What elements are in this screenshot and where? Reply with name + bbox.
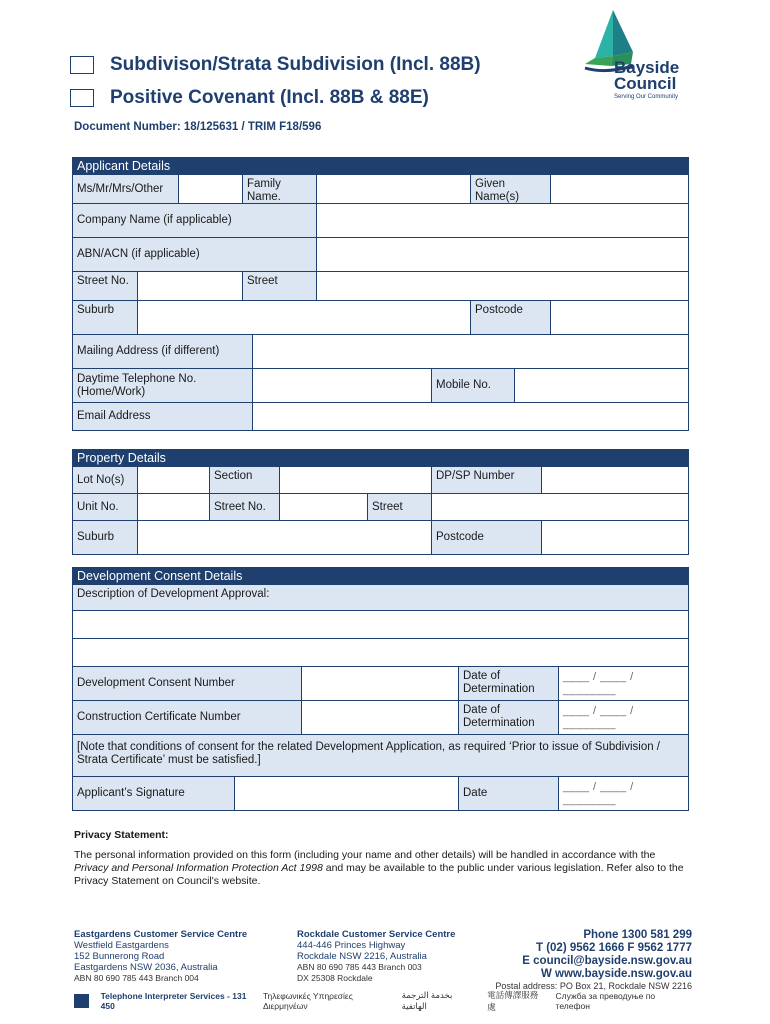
applicant-details-header: Applicant Details xyxy=(73,158,688,174)
consent-note-row xyxy=(73,734,688,776)
tis-label: Telephone Interpreter Services - 131 450 xyxy=(100,991,247,1011)
eastgardens-line1: Westfield Eastgardens xyxy=(74,940,169,951)
interpreter-bar xyxy=(74,990,694,1012)
property-suburb-label: Suburb xyxy=(73,521,137,554)
postal-address: Postal address: PO Box 21, Rockdale NSW 2216 xyxy=(495,981,692,991)
mobile-input[interactable] xyxy=(514,369,688,402)
street-label: Street xyxy=(242,272,316,300)
section-label: Section xyxy=(209,467,279,493)
dc-number-input[interactable] xyxy=(301,667,458,700)
rockdale-line2: Rockdale NSW 2216, Australia xyxy=(297,951,427,962)
eastgardens-title: Eastgardens Customer Service Centre xyxy=(74,929,248,940)
contact-phone: Phone 1300 581 299 xyxy=(583,929,692,941)
dp-label: DP/SP Number xyxy=(431,467,541,493)
consent-note: [Note that conditions of consent for the related Development Application, as required ‘Prior to issue of Subdivision / Strata Certificate’ must be satisfied.] xyxy=(73,735,688,776)
unit-input[interactable] xyxy=(137,494,209,520)
postcode-input[interactable] xyxy=(550,301,688,334)
street-input[interactable] xyxy=(316,272,688,300)
lang-macedonian: Служба за преводуње по телефон xyxy=(555,991,656,1011)
form-title-subdivision xyxy=(70,54,481,76)
property-street-input[interactable] xyxy=(431,494,688,520)
applicant-street-row xyxy=(73,271,688,300)
signature-date-label: Date xyxy=(458,777,558,810)
subdivision-checkbox[interactable] xyxy=(70,56,94,74)
dp-input[interactable] xyxy=(541,467,688,493)
title-input[interactable] xyxy=(178,175,242,203)
mobile-label: Mobile No. xyxy=(431,369,514,402)
description-input-2[interactable] xyxy=(73,639,688,666)
unit-row xyxy=(73,493,688,520)
contact-web[interactable]: W www.bayside.nsw.gov.au xyxy=(540,968,692,980)
family-name-label: Family Name. xyxy=(242,175,316,203)
privacy-heading: Privacy Statement: xyxy=(74,829,169,841)
lot-label: Lot No(s) xyxy=(73,467,137,493)
description-label: Description of Development Approval: xyxy=(73,585,688,610)
cc-date-input[interactable] xyxy=(558,701,688,734)
street-no-input[interactable] xyxy=(137,272,242,300)
description-input-row-2 xyxy=(73,638,688,666)
cc-number-label: Construction Certificate Number xyxy=(73,701,301,734)
privacy-text-2: and may be available to the public under various legislation. Refer also to the Privacy Statement on Council's website. xyxy=(74,862,684,887)
phone-label: Daytime Telephone No. (Home/Work) xyxy=(73,369,252,402)
title-label: Ms/Mr/Mrs/Other xyxy=(73,175,178,203)
applicant-name-row xyxy=(73,174,688,203)
rockdale-line4: DX 25308 Rockdale xyxy=(297,973,373,983)
description-input-row-1 xyxy=(73,610,688,638)
mailing-row xyxy=(73,334,688,368)
property-postcode-label: Postcode xyxy=(431,521,541,554)
privacy-text-1: The personal information provided on this form (including your name and other details) will be handled in accordance with the xyxy=(74,849,656,861)
signature-date-placeholder: ____ / ____ / ________ xyxy=(563,780,634,806)
email-row xyxy=(73,402,688,430)
cc-number-row xyxy=(73,700,688,734)
description-label-row xyxy=(73,584,688,610)
eastgardens-line2: 152 Bunnerong Road xyxy=(74,951,165,962)
postcode-label: Postcode xyxy=(470,301,550,334)
property-details-header: Property Details xyxy=(73,450,688,466)
dc-number-row xyxy=(73,666,688,700)
company-row xyxy=(73,203,688,237)
rockdale-line3: ABN 80 690 785 443 Branch 003 xyxy=(297,962,422,972)
contact-tf: T (02) 9562 1666 F 9562 1777 xyxy=(535,942,692,954)
property-suburb-input[interactable] xyxy=(137,521,431,554)
rockdale-title: Rockdale Customer Service Centre xyxy=(297,929,456,940)
dc-number-label: Development Consent Number xyxy=(73,667,301,700)
property-street-no-label: Street No. xyxy=(209,494,279,520)
eastgardens-centre xyxy=(74,929,247,984)
covenant-checkbox[interactable] xyxy=(70,89,94,107)
mailing-label: Mailing Address (if different) xyxy=(73,335,252,368)
signature-date-input[interactable] xyxy=(558,777,688,810)
consent-details-header: Development Consent Details xyxy=(73,568,688,584)
signature-row xyxy=(73,776,688,810)
signature-input[interactable] xyxy=(234,777,458,810)
street-no-label: Street No. xyxy=(73,272,137,300)
form-title-covenant xyxy=(70,87,429,109)
covenant-title: Positive Covenant (Incl. 88B & 88E) xyxy=(110,87,429,108)
property-details-section xyxy=(72,449,689,555)
logo-line2: Council xyxy=(614,74,677,93)
given-name-label: Given Name(s) xyxy=(470,175,550,203)
applicant-suburb-row xyxy=(73,300,688,334)
suburb-label: Suburb xyxy=(73,301,137,334)
lang-greek: Τηλεφωνικές Υπηρεσίες Διερμηνέων xyxy=(262,991,353,1011)
unit-label: Unit No. xyxy=(73,494,137,520)
rockdale-line1: 444-446 Princes Highway xyxy=(297,940,406,951)
cc-number-input[interactable] xyxy=(301,701,458,734)
lang-chinese: 電話傳譯服務處 xyxy=(487,990,539,1012)
interpreter-icon xyxy=(74,994,89,1008)
eastgardens-line3: Eastgardens NSW 2036, Australia xyxy=(74,962,218,973)
privacy-act: Privacy and Personal Information Protection Act 1998 xyxy=(74,862,323,874)
abn-input[interactable] xyxy=(316,238,688,271)
cc-date-placeholder: ____ / ____ / ________ xyxy=(563,704,634,730)
logo-tagline: Serving Our Community xyxy=(614,94,679,100)
family-name-input[interactable] xyxy=(316,175,470,203)
signature-label: Applicant’s Signature xyxy=(73,777,234,810)
dc-date-label: Date of Determination xyxy=(458,667,558,700)
lot-row xyxy=(73,466,688,493)
privacy-statement xyxy=(74,849,689,888)
company-input[interactable] xyxy=(316,204,688,237)
document-number: Document Number: 18/125631 / TRIM F18/596 xyxy=(74,121,322,133)
phone-row xyxy=(73,368,688,402)
lang-arabic: بخدمة الترجمة الهاتفية xyxy=(401,990,453,1011)
phone-input[interactable] xyxy=(252,369,431,402)
property-street-label: Street xyxy=(367,494,431,520)
company-label: Company Name (if applicable) xyxy=(73,204,316,237)
dc-date-placeholder: ____ / ____ / ________ xyxy=(563,670,634,696)
contact-email[interactable]: E council@bayside.nsw.gov.au xyxy=(522,955,692,967)
subdivision-title: Subdivison/Strata Subdivision (Incl. 88B) xyxy=(110,54,481,75)
property-postcode-input[interactable] xyxy=(541,521,688,554)
applicant-details-section xyxy=(72,157,689,431)
lot-input[interactable] xyxy=(137,467,209,493)
cc-date-label: Date of Determination xyxy=(458,701,558,734)
eastgardens-line4: ABN 80 690 785 443 Branch 004 xyxy=(74,973,199,983)
consent-details-section xyxy=(72,567,689,811)
abn-label: ABN/ACN (if applicable) xyxy=(73,238,316,271)
email-label: Email Address xyxy=(73,403,252,430)
description-input-1[interactable] xyxy=(73,611,688,638)
dc-date-input[interactable] xyxy=(558,667,688,700)
abn-row xyxy=(73,237,688,271)
logo-line1: Bayside xyxy=(614,58,680,77)
property-suburb-row xyxy=(73,520,688,554)
property-street-no-input[interactable] xyxy=(279,494,367,520)
email-input[interactable] xyxy=(252,403,688,430)
mailing-input[interactable] xyxy=(252,335,688,368)
contact-details xyxy=(522,929,692,981)
given-name-input[interactable] xyxy=(550,175,688,203)
section-input[interactable] xyxy=(279,467,431,493)
rockdale-centre xyxy=(297,929,455,984)
suburb-input[interactable] xyxy=(137,301,470,334)
